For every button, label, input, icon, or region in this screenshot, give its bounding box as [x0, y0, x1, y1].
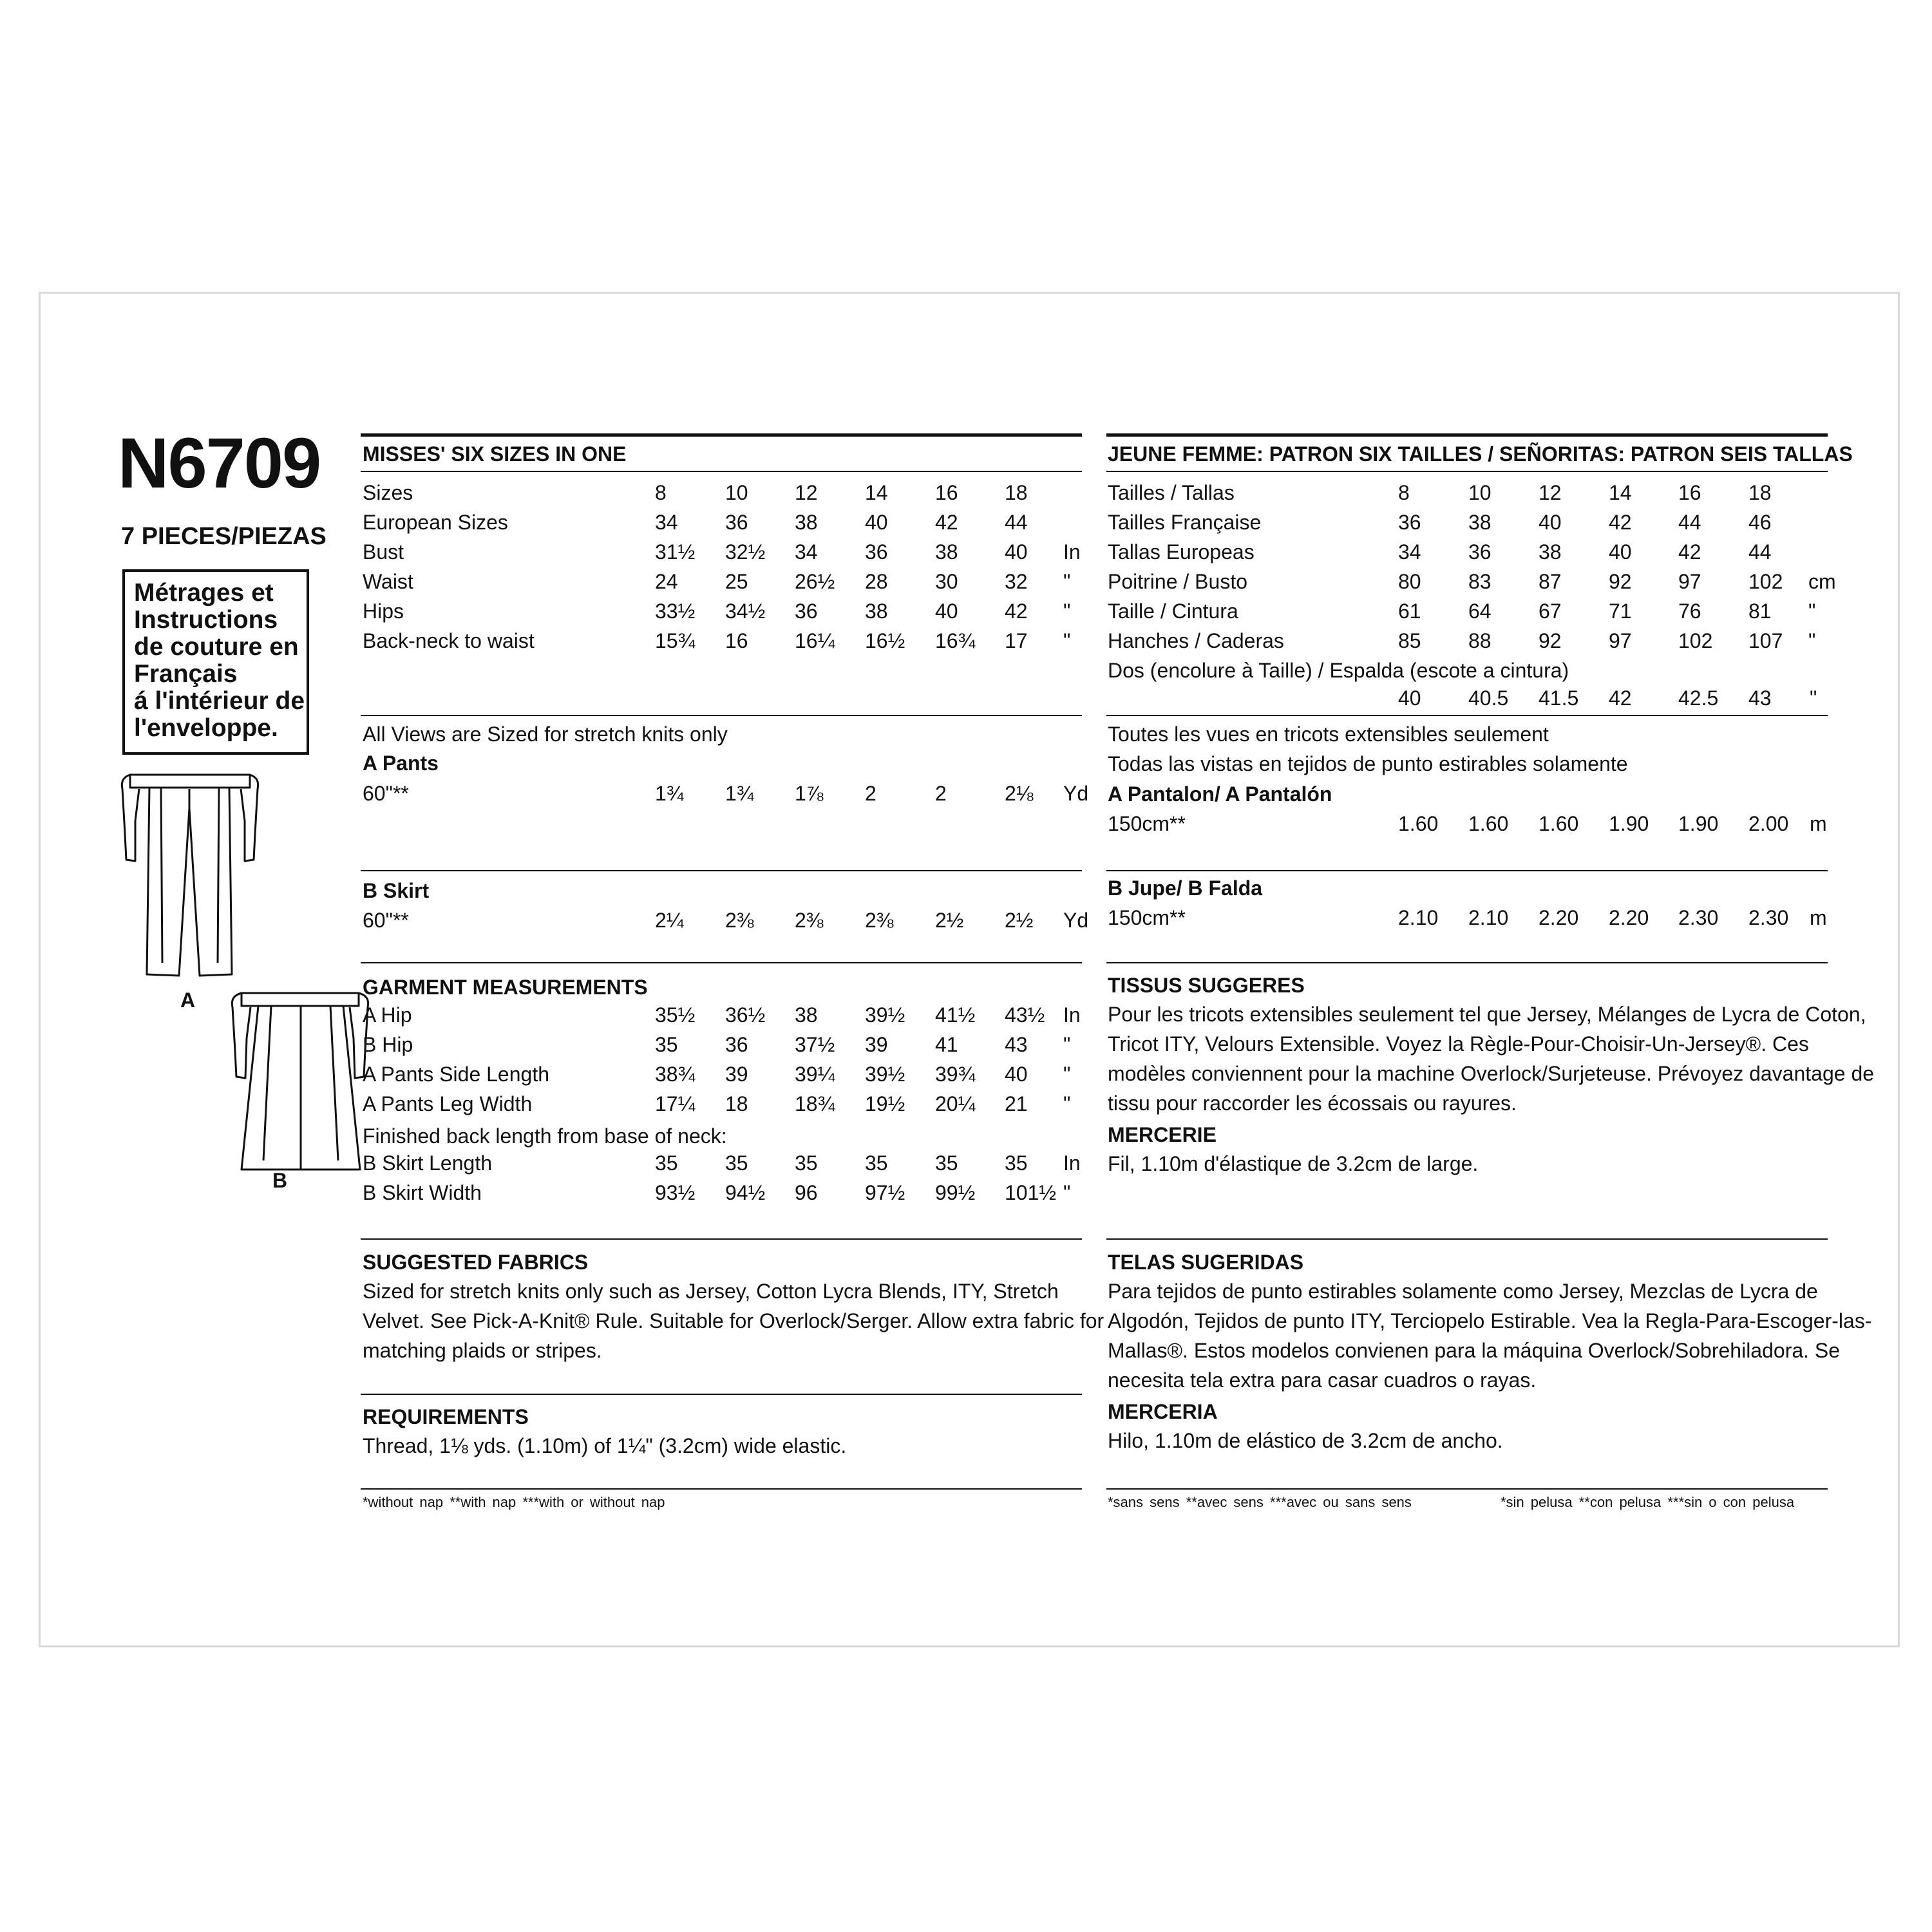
size-value: 96	[795, 1181, 818, 1204]
size-value: 40	[1609, 540, 1632, 564]
fr-tissus-line: modèles conviennent pour la machine Overlock/Surjeteuse. Prévoyez davantage de	[1108, 1062, 1875, 1085]
unit-label: "	[1063, 1181, 1071, 1204]
french-box-line: l'enveloppe.	[134, 714, 278, 742]
row-label: B Skirt Width	[363, 1181, 482, 1204]
row-label: European Sizes	[363, 511, 508, 534]
view-a-label: A	[180, 989, 196, 1012]
size-value: 43	[1005, 1033, 1028, 1056]
size-value: 2	[935, 782, 947, 805]
measurement-row	[363, 509, 1097, 535]
size-value: 2⅜	[795, 909, 824, 932]
size-value: 19½	[865, 1092, 905, 1115]
row-label: Taille / Cintura	[1108, 600, 1238, 623]
size-value: 94½	[725, 1181, 766, 1204]
size-value: 16½	[865, 629, 905, 652]
rule	[361, 870, 1082, 871]
size-value: 38	[1539, 540, 1562, 564]
en-requirements-text: Thread, 1⅛ yds. (1.10m) of 1¼" (3.2cm) wide elastic.	[363, 1434, 847, 1457]
size-value: 43½	[1005, 1003, 1045, 1027]
row-label: Tailles / Tallas	[1108, 481, 1235, 504]
size-value: 34½	[725, 600, 766, 623]
row-label: 60"**	[363, 909, 409, 932]
size-value: 2.30	[1748, 906, 1789, 929]
size-value: 85	[1398, 629, 1421, 652]
size-value: 97½	[865, 1181, 905, 1204]
unit-label: In	[1063, 540, 1081, 564]
unit-label: "	[1808, 629, 1816, 652]
size-value: 10	[725, 481, 748, 504]
size-value: 35½	[655, 1003, 696, 1027]
size-value: 40.5	[1468, 687, 1509, 710]
rule	[1106, 1238, 1828, 1240]
fr-tissus-title: TISSUS SUGGERES	[1108, 974, 1305, 997]
measurement-row	[363, 1091, 1097, 1117]
measurement-row	[363, 781, 1097, 806]
size-value: 16	[1678, 481, 1701, 504]
french-box-line: Français	[134, 660, 238, 688]
size-value: 2.10	[1468, 906, 1509, 929]
size-value: 36	[795, 600, 818, 623]
size-value: 83	[1468, 570, 1492, 593]
rule	[1106, 433, 1828, 437]
size-value: 21	[1005, 1092, 1028, 1115]
es-merceria-title: MERCERIA	[1108, 1400, 1218, 1423]
measurement-row	[363, 1150, 1097, 1176]
rule	[361, 1394, 1082, 1395]
en-fabrics-line: Sized for stretch knits only such as Jersey, Cotton Lycra Blends, ITY, Stretch	[363, 1280, 1059, 1303]
size-value: 1.60	[1539, 812, 1579, 835]
en-fabrics-line: matching plaids or stripes.	[363, 1339, 602, 1362]
size-value: 2⅜	[865, 909, 894, 932]
size-value: 102	[1748, 570, 1783, 593]
size-value: 24	[655, 570, 678, 593]
size-value: 42	[1678, 540, 1701, 564]
view-b-skirt-drawing	[222, 987, 377, 1180]
size-value: 41½	[935, 1003, 976, 1027]
measurement-row	[363, 1061, 1097, 1087]
size-value: 97	[1609, 629, 1632, 652]
row-label: Sizes	[363, 481, 413, 504]
size-value: 14	[865, 481, 888, 504]
fr-views-note: Toutes les vues en tricots extensibles seulement	[1108, 723, 1549, 746]
size-value: 34	[1398, 540, 1421, 564]
size-value: 38	[865, 600, 888, 623]
unit-label: m	[1810, 906, 1827, 929]
rule	[1106, 962, 1828, 963]
size-value: 88	[1468, 629, 1492, 652]
size-value: 81	[1748, 600, 1772, 623]
fr-footnote: *sans sens **avec sens ***avec ou sans sens	[1108, 1494, 1412, 1510]
french-box-line: Métrages et	[134, 579, 274, 607]
rule	[1106, 870, 1828, 871]
size-value: 46	[1748, 511, 1772, 534]
measurement-row	[1108, 480, 1842, 506]
rule	[361, 471, 1082, 472]
row-label: B Hip	[363, 1033, 413, 1056]
measurement-row	[363, 569, 1097, 594]
fr-tissus-line: Tricot ITY, Velours Extensible. Voyez la Règle-Pour-Choisir-Un-Jersey®. Ces	[1108, 1032, 1809, 1056]
size-value: 1¾	[655, 782, 684, 805]
size-value: 40	[1539, 511, 1562, 534]
size-value: 39¼	[795, 1063, 835, 1086]
size-value: 41.5	[1539, 687, 1579, 710]
view-a-pants-drawing	[116, 770, 264, 982]
size-value: 101½	[1005, 1181, 1057, 1204]
size-value: 16¼	[795, 629, 835, 652]
fr-tissus-line: tissu pour raccorder les écossais ou rayures.	[1108, 1092, 1517, 1115]
size-value: 18	[725, 1092, 748, 1115]
size-value: 42	[1005, 600, 1028, 623]
es-telas-line: Mallas®. Estos modelos convienen para la máquina Overlock/Sobrehiladora. Se	[1108, 1339, 1841, 1362]
size-value: 42.5	[1678, 687, 1719, 710]
size-value: 33½	[655, 600, 696, 623]
unit-label: "	[1063, 570, 1071, 593]
size-value: 32½	[725, 540, 766, 564]
row-label: A Hip	[363, 1003, 412, 1027]
size-value: 2.30	[1678, 906, 1719, 929]
row-label: 150cm**	[1108, 906, 1186, 929]
size-value: 38	[1468, 511, 1492, 534]
row-label: Back-neck to waist	[363, 629, 535, 652]
size-value: 41	[935, 1033, 958, 1056]
measurement-row	[1108, 628, 1842, 654]
size-value: 1.90	[1609, 812, 1649, 835]
size-value: 18¾	[795, 1092, 835, 1115]
unit-label: Yd	[1063, 909, 1089, 932]
size-value: 26½	[795, 570, 835, 593]
rule	[361, 1488, 1082, 1490]
size-value: 38	[935, 540, 958, 564]
size-value: 2¼	[655, 909, 684, 932]
size-value: 34	[655, 511, 678, 534]
size-value: 80	[1398, 570, 1421, 593]
size-value: 38¾	[655, 1063, 696, 1086]
size-value: 40	[865, 511, 888, 534]
size-value: 92	[1609, 570, 1632, 593]
size-value: 44	[1678, 511, 1701, 534]
french-box-line: á l'intérieur de	[134, 687, 305, 715]
size-value: 18	[1005, 481, 1028, 504]
size-value: 34	[795, 540, 818, 564]
size-value: 92	[1539, 629, 1562, 652]
size-value: 39	[865, 1033, 888, 1056]
row-label: B Skirt Length	[363, 1151, 492, 1175]
size-value: 40	[935, 600, 958, 623]
es-views-note: Todas las vistas en tejidos de punto estirables solamente	[1108, 752, 1628, 775]
size-value: 1⅞	[795, 782, 824, 805]
en-title: MISSES' SIX SIZES IN ONE	[363, 442, 627, 466]
fr-title: JEUNE FEMME: PATRON SIX TAILLES / SEÑORITAS: PATRON SEIS TALLAS	[1108, 442, 1853, 466]
size-value: 39	[725, 1063, 748, 1086]
size-value: 2.20	[1609, 906, 1649, 929]
row-label: 60"**	[363, 782, 409, 805]
size-value: 44	[1748, 540, 1772, 564]
size-value: 8	[1398, 481, 1410, 504]
pattern-number: N6709	[118, 424, 321, 503]
unit-label: "	[1063, 600, 1071, 623]
es-telas-title: TELAS SUGERIDAS	[1108, 1251, 1304, 1274]
measurement-row	[363, 539, 1097, 565]
size-value: 2⅛	[1005, 782, 1034, 805]
fr-mercerie-text: Fil, 1.10m d'élastique de 3.2cm de large.	[1108, 1152, 1479, 1175]
measurement-row	[1108, 509, 1842, 535]
size-value: 102	[1678, 629, 1713, 652]
size-value: 28	[865, 570, 888, 593]
size-value: 61	[1398, 600, 1421, 623]
measurement-row	[1108, 598, 1842, 624]
es-telas-line: Algodón, Tejidos de punto ITY, Terciopelo Estirable. Vea la Regla-Para-Escoger-las-	[1108, 1309, 1872, 1332]
size-value: 42	[1609, 687, 1632, 710]
size-value: 71	[1609, 600, 1632, 623]
fr-b-skirt-title: B Jupe/ B Falda	[1108, 876, 1263, 900]
french-instructions-box	[122, 569, 309, 755]
french-box-line: de couture en	[134, 633, 299, 661]
size-value: 64	[1468, 600, 1492, 623]
measurement-row	[1108, 569, 1842, 594]
row-label: Tallas Europeas	[1108, 540, 1255, 564]
size-value: 67	[1539, 600, 1562, 623]
fr-a-pants-title: A Pantalon/ A Pantalón	[1108, 782, 1332, 806]
measurement-row	[363, 1002, 1097, 1028]
size-value: 1.60	[1468, 812, 1509, 835]
row-label: Waist	[363, 570, 413, 593]
size-value: 35	[1005, 1151, 1028, 1175]
size-value: 76	[1678, 600, 1701, 623]
size-value: 31½	[655, 540, 696, 564]
rule	[361, 433, 1082, 437]
size-value: 36½	[725, 1003, 766, 1027]
size-value: 10	[1468, 481, 1492, 504]
size-value: 38	[795, 1003, 818, 1027]
size-value: 39½	[865, 1063, 905, 1086]
measurement-row	[1108, 811, 1842, 837]
size-value: 107	[1748, 629, 1783, 652]
row-label: 150cm**	[1108, 812, 1186, 835]
unit-label: "	[1810, 687, 1817, 710]
en-footnote: *without nap **with nap ***with or without nap	[363, 1494, 665, 1510]
en-garment-title: GARMENT MEASUREMENTS	[363, 976, 648, 999]
row-label: Hanches / Caderas	[1108, 629, 1284, 652]
size-value: 40	[1398, 687, 1421, 710]
size-value: 39¾	[935, 1063, 976, 1086]
row-label: A Pants Leg Width	[363, 1092, 533, 1115]
fr-back-label: Dos (encolure à Taille) / Espalda (escote a cintura)	[1108, 659, 1569, 682]
size-value: 40	[1005, 1063, 1028, 1086]
size-value: 36	[725, 511, 748, 534]
size-value: 99½	[935, 1181, 976, 1204]
pieces-count: 7 PIECES/PIEZAS	[121, 523, 327, 550]
size-value: 1¾	[725, 782, 754, 805]
unit-label: m	[1810, 812, 1827, 835]
size-value: 38	[795, 511, 818, 534]
size-value: 44	[1005, 511, 1028, 534]
measurement-row	[363, 1032, 1097, 1057]
size-value: 16	[725, 629, 748, 652]
en-garment-note: Finished back length from base of neck:	[363, 1124, 727, 1148]
size-value: 2.10	[1398, 906, 1439, 929]
row-label: Tailles Française	[1108, 511, 1262, 534]
en-b-skirt-title: B Skirt	[363, 879, 430, 902]
es-telas-line: Para tejidos de punto estirables solamente como Jersey, Mezclas de Lycra de	[1108, 1280, 1818, 1303]
en-a-pants-title: A Pants	[363, 752, 439, 775]
en-fabrics-line: Velvet. See Pick-A-Knit® Rule. Suitable for Overlock/Serger. Allow extra fabric for	[363, 1309, 1104, 1332]
size-value: 35	[935, 1151, 958, 1175]
rule	[361, 1238, 1082, 1240]
size-value: 2½	[935, 909, 964, 932]
unit-label: cm	[1808, 570, 1836, 593]
size-value: 18	[1748, 481, 1772, 504]
size-value: 12	[795, 481, 818, 504]
size-value: 2½	[1005, 909, 1034, 932]
size-value: 1.90	[1678, 812, 1719, 835]
measurement-row	[363, 907, 1097, 933]
size-value: 2.20	[1539, 906, 1579, 929]
size-value: 43	[1748, 687, 1772, 710]
size-value: 2⅜	[725, 909, 754, 932]
size-value: 14	[1609, 481, 1632, 504]
size-value: 42	[935, 511, 958, 534]
row-label: Bust	[363, 540, 404, 564]
size-value: 93½	[655, 1181, 696, 1204]
row-label: Hips	[363, 600, 404, 623]
measurement-row	[363, 1180, 1097, 1206]
measurement-row	[363, 628, 1097, 654]
size-value: 97	[1678, 570, 1701, 593]
size-value: 8	[655, 481, 667, 504]
size-value: 16¾	[935, 629, 976, 652]
en-fabrics-title: SUGGESTED FABRICS	[363, 1251, 589, 1274]
view-b-label: B	[272, 1169, 288, 1192]
rule	[1106, 715, 1828, 716]
row-label: A Pants Side Length	[363, 1063, 549, 1086]
size-value: 30	[935, 570, 958, 593]
size-value: 32	[1005, 570, 1028, 593]
size-value: 36	[1468, 540, 1492, 564]
es-footnote: *sin pelusa **con pelusa ***sin o con pelusa	[1501, 1494, 1795, 1510]
size-value: 36	[1398, 511, 1421, 534]
unit-label: "	[1063, 1092, 1071, 1115]
unit-label: "	[1808, 600, 1816, 623]
unit-label: "	[1063, 629, 1071, 652]
size-value: 17	[1005, 629, 1028, 652]
rule	[1106, 471, 1828, 472]
rule	[361, 715, 1082, 716]
size-value: 25	[725, 570, 748, 593]
size-value: 42	[1609, 511, 1632, 534]
en-requirements-title: REQUIREMENTS	[363, 1405, 529, 1428]
size-value: 35	[725, 1151, 748, 1175]
row-label: Poitrine / Busto	[1108, 570, 1247, 593]
measurement-row	[363, 480, 1097, 506]
rule	[1106, 1488, 1828, 1490]
size-value: 40	[1005, 540, 1028, 564]
size-value: 36	[725, 1033, 748, 1056]
size-value: 12	[1539, 481, 1562, 504]
size-value: 2	[865, 782, 876, 805]
measurement-row	[1108, 539, 1842, 565]
size-value: 20¼	[935, 1092, 976, 1115]
unit-label: "	[1063, 1063, 1071, 1086]
size-value: 1.60	[1398, 812, 1439, 835]
es-telas-line: necesita tela extra para casar cuadros o rayas.	[1108, 1368, 1537, 1392]
size-value: 35	[795, 1151, 818, 1175]
unit-label: In	[1063, 1003, 1081, 1027]
measurement-row	[1108, 905, 1842, 931]
size-value: 35	[655, 1033, 678, 1056]
measurement-row	[363, 598, 1097, 624]
en-views-note: All Views are Sized for stretch knits only	[363, 723, 728, 746]
french-box-line: Instructions	[134, 606, 278, 634]
size-value: 39½	[865, 1003, 905, 1027]
size-value: 36	[865, 540, 888, 564]
unit-label: Yd	[1063, 782, 1089, 805]
measurement-row	[1108, 685, 1842, 711]
size-value: 87	[1539, 570, 1562, 593]
size-value: 35	[865, 1151, 888, 1175]
fr-mercerie-title: MERCERIE	[1108, 1123, 1217, 1146]
size-value: 37½	[795, 1033, 835, 1056]
size-value: 35	[655, 1151, 678, 1175]
fr-tissus-line: Pour les tricots extensibles seulement tel que Jersey, Mélanges de Lycra de Coton,	[1108, 1003, 1866, 1026]
unit-label: "	[1063, 1033, 1071, 1056]
size-value: 16	[935, 481, 958, 504]
unit-label: In	[1063, 1151, 1081, 1175]
rule	[361, 962, 1082, 963]
size-value: 17¼	[655, 1092, 696, 1115]
size-value: 2.00	[1748, 812, 1789, 835]
size-value: 15¾	[655, 629, 696, 652]
es-merceria-text: Hilo, 1.10m de elástico de 3.2cm de ancho.	[1108, 1429, 1503, 1452]
